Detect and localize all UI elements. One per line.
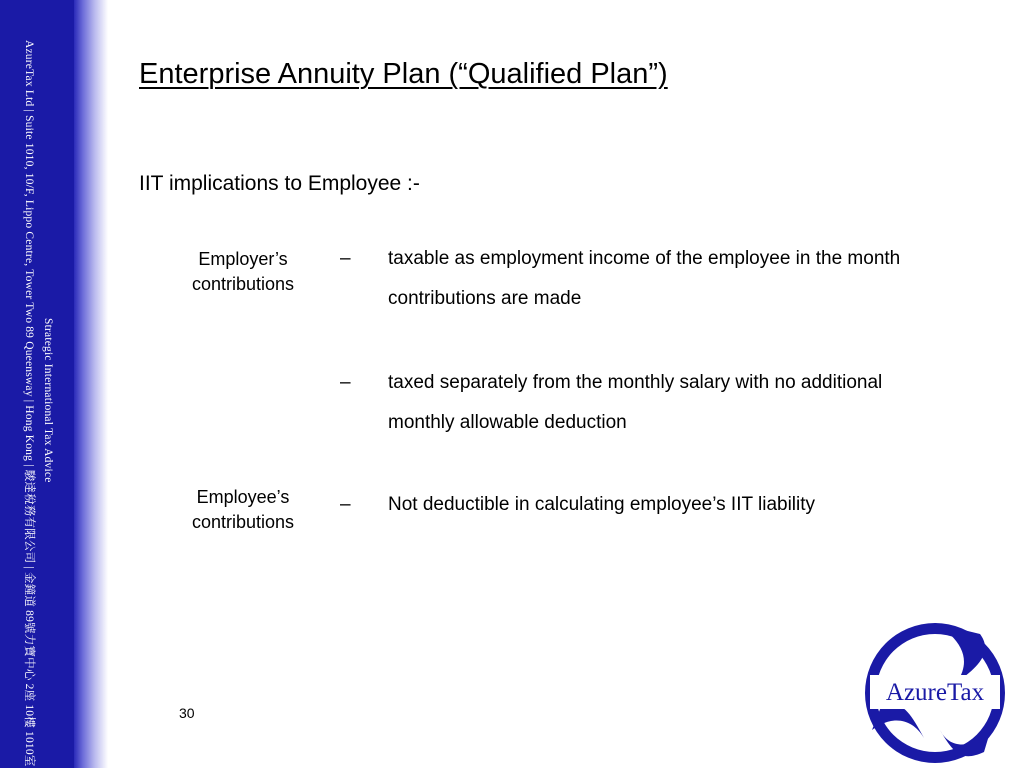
- bullet-item: [340, 485, 950, 525]
- slide-title: Enterprise Annuity Plan (“Qualified Plan”): [139, 58, 668, 90]
- bullet-text: taxable as employment income of the employee in the month contributions are made: [388, 248, 901, 309]
- bullet-text: taxed separately from the monthly salary with no additional monthly allowable deduction: [388, 372, 883, 433]
- bullet-item: [340, 239, 950, 319]
- page-number: 30: [179, 705, 195, 721]
- sidebar-address-text: AzureTax Ltd | Suite 1010, 10/F, Lippo Centre, Tower Two 89 Queensway | Hong Kong | 駿達稅務有限公司 | 金鐘道 89號力寶中心 2座 10樓 1010室: [23, 40, 35, 767]
- sidebar-tagline-text: Strategic International Tax Advice: [42, 318, 54, 483]
- bullet-dash: –: [340, 494, 351, 515]
- sidebar-band: [0, 0, 74, 768]
- bullet-item: [340, 363, 950, 443]
- section-label-employee: Employee’s contributions: [191, 487, 295, 532]
- section-label-employer: Employer’s contributions: [191, 249, 295, 294]
- bullet-text: Not deductible in calculating employee’s IIT liability: [388, 494, 816, 515]
- bullet-dash: –: [340, 372, 351, 393]
- slide-subtitle: IIT implications to Employee :-: [139, 172, 420, 195]
- logo-text: AzureTax: [885, 679, 985, 706]
- bullet-dash: –: [340, 248, 351, 269]
- sidebar-gradient: [74, 0, 108, 768]
- azuretax-logo: [862, 620, 1008, 766]
